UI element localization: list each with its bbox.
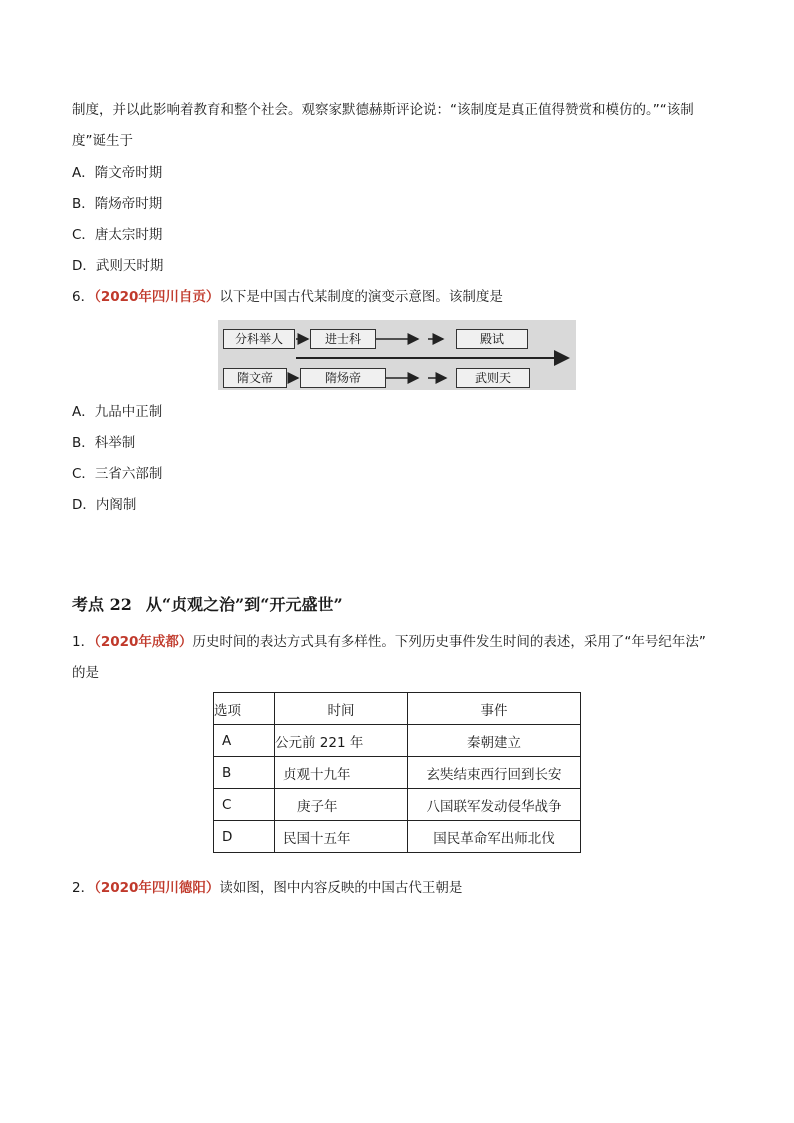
table-row (214, 757, 581, 789)
section-title: 从“贞观之治”到“开元盛世” (145, 595, 343, 614)
q5-stem-line1: 制度，并以此影响着教育和整个社会。观察家默德赫斯评论说：“该制度是真正值得赞赏和模仿的。”“该制 (72, 102, 694, 118)
section-heading (72, 595, 343, 615)
cell-option: B (214, 757, 275, 789)
q6-stem (72, 287, 503, 307)
table-row (214, 789, 581, 821)
q5-option-b: B．隋炀帝时期 (72, 196, 163, 212)
q6-source: （2020年四川自贡） (94, 289, 220, 305)
q2-text: 读如图，图中内容反映的中国古代王朝是 (219, 880, 463, 896)
diagram-box-top-2: 进士科 (310, 329, 376, 349)
q1-number: 1． (72, 634, 95, 650)
q2-number: 2． (72, 880, 95, 896)
q6-option-b: B．科举制 (72, 435, 136, 451)
cell-time: 公元前 221 年 (275, 725, 408, 757)
cell-time: 庚子年 (275, 789, 408, 821)
q6-option-d: D．内阁制 (72, 497, 137, 513)
q6-text: 以下是中国古代某制度的演变示意图。该制度是 (219, 289, 503, 305)
cell-option: C (214, 789, 275, 821)
q1-text: 历史时间的表达方式具有多样性。下列历史事件发生时间的表述，采用了“年号纪年法” (192, 634, 706, 650)
section-label: 考点 22 (72, 595, 132, 614)
diagram-box-bottom-1: 隋文帝 (223, 368, 287, 388)
cell-event: 国民革命军出师北伐 (408, 821, 581, 853)
cell-option: A (214, 725, 275, 757)
q5-option-c: C．唐太宗时期 (72, 227, 163, 243)
cell-event: 八国联军发动侵华战争 (408, 789, 581, 821)
q5-option-d: D．武则天时期 (72, 258, 164, 274)
q5-stem-line2: 度”诞生于 (72, 133, 133, 149)
cell-time: 民国十五年 (275, 821, 408, 853)
q1-source: （2020年成都） (94, 634, 193, 650)
cell-event: 玄奘结束西行回到长安 (408, 757, 581, 789)
cell-option: D (214, 821, 275, 853)
q2-source: （2020年四川德阳） (94, 880, 220, 896)
q1-stem-line1 (72, 632, 706, 652)
header-option: 选项 (214, 693, 275, 725)
diagram-box-top-3: 殿试 (456, 329, 528, 349)
table-row (214, 725, 581, 757)
q1-stem-line2: 的是 (72, 665, 99, 681)
q6-option-c: C．三省六部制 (72, 466, 163, 482)
table-header-row (214, 693, 581, 725)
header-time: 时间 (275, 693, 408, 725)
q6-option-a: A．九品中正制 (72, 404, 163, 420)
q2-stem (72, 878, 462, 898)
q5-option-a: A．隋文帝时期 (72, 165, 163, 181)
q6-number: 6． (72, 289, 95, 305)
diagram-box-bottom-2: 隋炀帝 (300, 368, 386, 388)
evolution-diagram (218, 320, 576, 390)
table-row (214, 821, 581, 853)
diagram-box-top-1: 分科举人 (223, 329, 295, 349)
header-event: 事件 (408, 693, 581, 725)
cell-event: 秦朝建立 (408, 725, 581, 757)
diagram-box-bottom-3: 武则天 (456, 368, 530, 388)
cell-time: 贞观十九年 (275, 757, 408, 789)
q1-table (213, 692, 581, 853)
